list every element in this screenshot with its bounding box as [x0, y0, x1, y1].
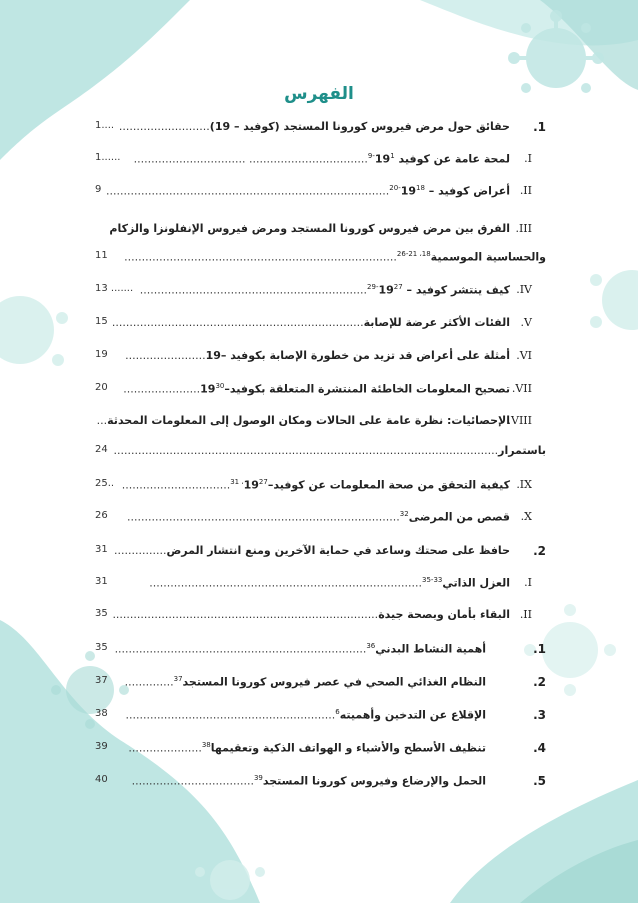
toc-entry[interactable] [95, 675, 546, 695]
toc-entry-number: .V [520, 316, 532, 329]
toc-entry-title [124, 250, 546, 264]
toc-entry-title [122, 478, 510, 492]
toc-entry-title [132, 774, 486, 788]
toc-entry-title-text: أمثلة على أعراض قد تزيد من خطورة الإصابة بكوفيد –19 [205, 349, 510, 362]
toc-entry-title [119, 120, 510, 133]
toc-entry-title-text: أهمية النشاط البدني [375, 642, 486, 656]
toc-entry-title-text: باستمرار [498, 444, 546, 457]
toc-entry-title [109, 222, 510, 235]
toc-entry-title [125, 349, 510, 362]
toc-entry-page: 1...... [95, 152, 121, 163]
page-title: الفهرس [284, 84, 354, 104]
toc-entry-page: 20 [95, 382, 108, 393]
toc-entry-leader: ............................... [121, 478, 231, 492]
toc-entry-page: 38 [95, 708, 108, 719]
toc-entry-title-text: والحساسية الموسمية [430, 250, 546, 264]
toc-entry-page: 11 [95, 250, 108, 261]
toc-entry-page: 19 [95, 349, 108, 360]
toc-entry-number: .I [524, 152, 532, 165]
toc-entry-reference: 18، 21-26 [396, 250, 431, 258]
toc-entry[interactable] [95, 774, 546, 794]
toc-entry-title-text: حافظ على صحتك وساعد في حماية الآخرين ومنع انتشار المرض [166, 544, 510, 557]
toc-entry-leader: ....................... [125, 349, 206, 362]
toc-entry-title-text: كيفية التحقق من صحة المعلومات عن كوفيد–19 [243, 478, 510, 492]
toc-entry[interactable] [95, 576, 546, 596]
toc-entry-title [134, 152, 510, 166]
toc-entry[interactable] [95, 642, 546, 662]
toc-entry-title [112, 316, 510, 329]
toc-entry-number: .1 [533, 642, 546, 656]
toc-entry-number: .III [515, 222, 532, 235]
toc-entry-title [123, 382, 510, 396]
toc-entry-number: .II [519, 184, 532, 197]
toc-entry[interactable] [95, 222, 546, 242]
toc-entry-title [125, 675, 486, 689]
toc-entry-title [125, 708, 486, 722]
toc-entry-title [127, 510, 510, 524]
toc-entry-title [114, 544, 510, 557]
toc-entry-page: 35 [95, 642, 108, 653]
toc-entry-reference: 27، 31 [230, 478, 268, 486]
toc-entry-leader: ... [96, 414, 108, 427]
toc-entry-leader: ...................... [123, 382, 201, 396]
toc-entry-page: 1.... [95, 120, 115, 131]
toc-entry[interactable] [95, 608, 546, 628]
toc-entry-page: 25.. [95, 478, 115, 489]
toc-entry[interactable] [95, 152, 546, 172]
toc-entry-title [112, 608, 510, 621]
toc-entry-leader: ............................................................ [125, 708, 336, 722]
toc-entry[interactable] [95, 708, 546, 728]
toc-entry-leader: .......................... [118, 120, 210, 133]
toc-entry-number: .VI [516, 349, 532, 362]
toc-entry-leader: ............................................................................ [112, 608, 379, 621]
toc-entry-leader: .............. [124, 675, 174, 689]
toc-entry-leader: .............................................................................................................. [113, 444, 499, 457]
toc-entry-page: 9 [95, 184, 102, 195]
toc-entry-title-text: الإقلاع عن التدخين وأهميته [339, 708, 486, 722]
toc-entry-reference: 6 [335, 708, 340, 716]
toc-entry[interactable] [95, 382, 546, 402]
toc-entry-title-text: الفرق بين مرض فيروس كورونا المستجد ومرض فيروس الإنفلونزا والزكام [109, 222, 510, 235]
toc-entry-title-text: العزل الذاتي [442, 576, 510, 590]
toc-entry-page: 26 [95, 510, 108, 521]
toc-entry[interactable] [95, 478, 546, 498]
toc-entry-reference: 39 [253, 774, 263, 782]
toc-entry[interactable] [95, 414, 546, 434]
toc-entry-page: 40 [95, 774, 108, 785]
toc-entry-number: .X [520, 510, 532, 523]
toc-entry-title-text: الحمل والإرضاع وفيروس كورونا المستجد [262, 774, 486, 788]
toc-entry-number: .VIII [507, 414, 532, 427]
toc-entry-reference: 38 [201, 741, 211, 749]
toc-entry-number: .I [524, 576, 532, 589]
toc-entry-number: .4 [533, 741, 546, 755]
toc-entry-leader: .................................. ................................ [133, 152, 368, 166]
toc-entry-title-text: البقاء بأمان وبصحة جيدة [378, 608, 510, 621]
toc-entry-leader: ........................................................................ [114, 642, 367, 656]
toc-entry-reference: 30 [215, 382, 225, 390]
toc-entry-page: 31 [95, 576, 108, 587]
toc-entry-title-text: لمحة عامة عن كوفيد 19 [374, 152, 510, 166]
toc-entry-reference: 33-35 [422, 576, 443, 584]
toc-entry-leader: .............................................................................. [124, 250, 397, 264]
toc-entry-page: 35 [95, 608, 108, 619]
toc-entry-title [113, 444, 546, 457]
toc-entry-number: .2 [533, 544, 546, 558]
toc-entry-page: 13 ....... [95, 283, 134, 294]
toc-entry-title-text: النظام الغذائي الصحي في عصر فيروس كورونا المستجد [182, 675, 486, 689]
toc-entry-leader: .............................................................................. [149, 576, 422, 590]
toc-entry-title-text: تنظيف الأسطح والأشياء و الهواتف الذكية وتعقيمها [210, 741, 486, 755]
toc-entry-reference: 36 [366, 642, 376, 650]
toc-entry-title-text: قصص من المرضى [408, 510, 510, 524]
toc-entry-page: 31 [95, 544, 108, 555]
toc-entry-reference: 27-29 [367, 283, 403, 291]
toc-entry-title-text: الإحصائيات: نظرة عامة على الحالات ومكان الوصول إلى المعلومات المحدثة [107, 414, 510, 427]
toc-entry-reference: 18-20 [389, 184, 425, 192]
toc-entry-title [149, 576, 510, 590]
virus-icon [590, 270, 638, 330]
toc-entry-reference: 32 [399, 510, 409, 518]
toc-entry[interactable] [95, 741, 546, 761]
toc-entry[interactable] [95, 316, 546, 336]
toc-entry[interactable] [95, 544, 546, 564]
toc-entry-title-text: الفئات الأكثر عرضة للإصابة [363, 316, 510, 329]
toc-entry-leader: ............... [114, 544, 167, 557]
toc-entry[interactable] [95, 120, 546, 140]
toc-entry[interactable] [95, 349, 546, 369]
toc-entry-title-text: كيف ينتشر كوفيد – 19 [378, 283, 510, 297]
toc-entry-title [115, 642, 486, 656]
toc-entry-page: 15 [95, 316, 108, 327]
toc-entry[interactable] [95, 283, 546, 303]
toc-entry-number: .1 [533, 120, 546, 134]
toc-entry-reference: 37 [173, 675, 183, 683]
toc-entry-leader: ........................................................................ [111, 316, 364, 329]
toc-entry-title [128, 741, 486, 755]
toc-entry-number: .IX [516, 478, 532, 491]
toc-entry-title [106, 184, 510, 198]
toc-entry-title [97, 414, 510, 427]
toc-entry-number: .IV [516, 283, 532, 296]
toc-entry-title-text: أعراض كوفيد – 19 [400, 184, 510, 198]
toc-entry-page: 37 [95, 675, 108, 686]
toc-entry-leader: ................................... [131, 774, 254, 788]
toc-entry-title-text: تصحيح المعلومات الخاطئة المنتشرة المتعلقة بكوفيد–19 [200, 382, 510, 396]
toc-entry-number: .3 [533, 708, 546, 722]
toc-entry-title [140, 283, 510, 297]
toc-entry-page: 24 [95, 444, 108, 455]
toc-entry-title-text: حقائق حول مرض فيروس كورونا المستجد (كوفيد – 19) [209, 120, 510, 133]
toc-entry-leader: ................................................................................. [106, 184, 390, 198]
toc-entry-number: .VII [511, 382, 532, 395]
toc-entry[interactable] [95, 510, 546, 530]
toc-entry-reference: 1-9 [367, 152, 395, 160]
virus-icon [0, 296, 68, 366]
toc-entry[interactable] [95, 184, 546, 204]
toc-entry[interactable] [95, 250, 546, 270]
toc-entry-number: .2 [533, 675, 546, 689]
toc-entry-leader: ................................................................. [139, 283, 368, 297]
toc-entry-leader: ..................... [128, 741, 202, 755]
toc-entry-number: .5 [533, 774, 546, 788]
toc-entry-leader: .............................................................................. [127, 510, 400, 524]
toc-entry-page: 39 [95, 741, 108, 752]
toc-entry-number: .II [519, 608, 532, 621]
toc-entry[interactable] [95, 444, 546, 464]
